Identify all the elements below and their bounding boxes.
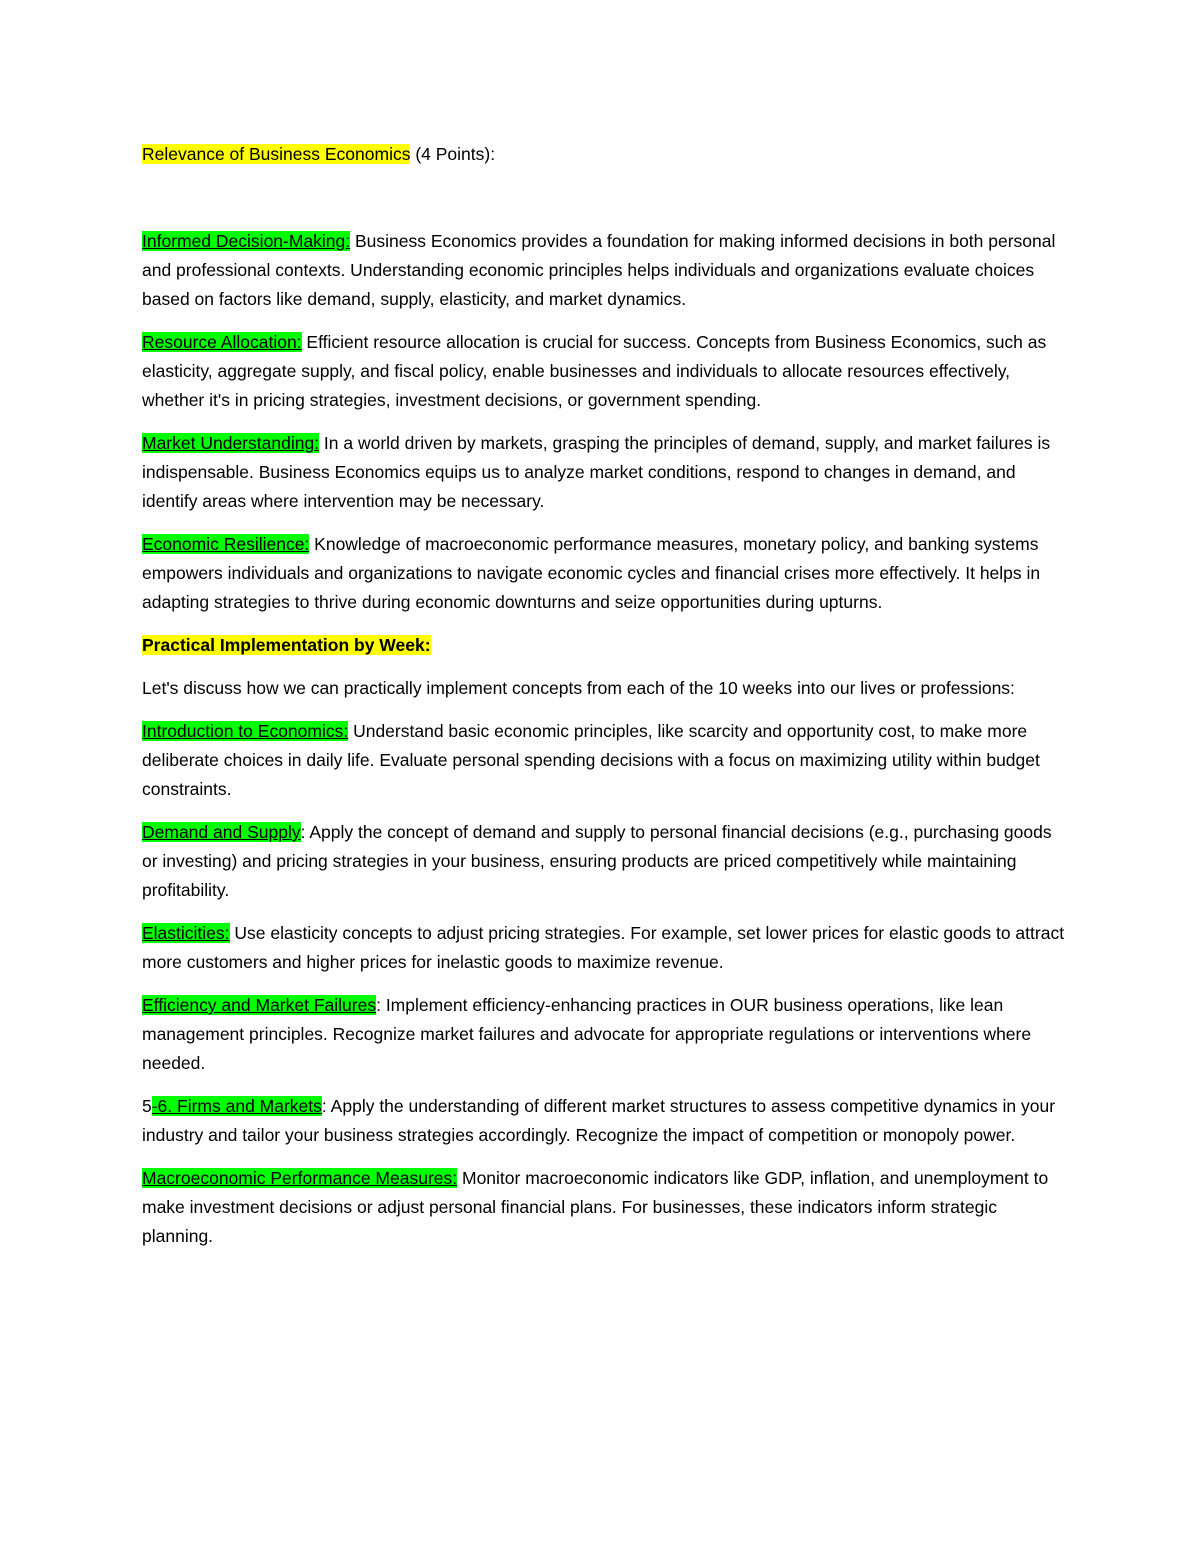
relevance-point-decision-making — [142, 227, 1072, 314]
week-label: Elasticities: — [142, 923, 230, 943]
week-item-efficiency — [142, 991, 1072, 1078]
point-text: In a world driven by markets, grasping the principles of demand, supply, and market failures is indispensable. Business Economics equips us to analyze market conditions, respond to changes in demand, and identify areas where intervention may be necessary. — [142, 433, 1051, 511]
week-item-elasticities — [142, 919, 1072, 977]
practical-heading — [142, 631, 1072, 660]
week-prefix: 5 — [142, 1096, 152, 1116]
point-text: Business Economics provides a foundation for making informed decisions in both personal and professional contexts. Understanding economic principles helps individuals and organizations evaluate choices based on factors like demand, supply, elasticity, and market dynamics. — [142, 231, 1056, 309]
week-label: Demand and Supply — [142, 822, 301, 842]
week-item-demand-supply — [142, 818, 1072, 905]
week-text: Use elasticity concepts to adjust pricing strategies. For example, set lower prices for elastic goods to attract more customers and higher prices for inelastic goods to maximize revenue. — [142, 923, 1065, 972]
point-label: Resource Allocation: — [142, 332, 302, 352]
heading-points: (4 Points): — [410, 144, 496, 164]
relevance-point-market-understanding — [142, 429, 1072, 516]
practical-intro: Let's discuss how we can practically implement concepts from each of the 10 weeks into our lives or professions: — [142, 678, 1015, 698]
week-label: -6. Firms and Markets — [151, 1096, 322, 1116]
week-text: : Apply the understanding of different market structures to assess competitive dynamics in your industry and tailor your business strategies accordingly. Recognize the impact of competition or monopoly power. — [142, 1096, 1056, 1145]
document-page — [142, 140, 1072, 1265]
section-heading — [142, 140, 1072, 169]
week-label: Introduction to Economics: — [142, 721, 349, 741]
practical-heading-text: Practical Implementation by Week: — [142, 635, 431, 655]
week-label: Macroeconomic Performance Measures: — [142, 1168, 458, 1188]
week-text: Monitor macroeconomic indicators like GDP, inflation, and unemployment to make investment decisions or adjust personal financial plans. For businesses, these indicators inform strategic planning. — [142, 1168, 1049, 1246]
relevance-point-resource-allocation — [142, 328, 1072, 415]
week-text: : Apply the concept of demand and supply to personal financial decisions (e.g., purchasing goods or investing) and pricing strategies in your business, ensuring products are priced competitively while maintaining profitability. — [142, 822, 1052, 900]
week-item-firms-markets — [142, 1092, 1072, 1150]
point-label: Informed Decision-Making: — [142, 231, 351, 251]
week-item-macro-measures — [142, 1164, 1072, 1251]
point-label: Market Understanding: — [142, 433, 320, 453]
point-text: Knowledge of macroeconomic performance measures, monetary policy, and banking systems empowers individuals and organizations to navigate economic cycles and financial crises more effectively. It helps in adapting strategies to thrive during economic downturns and seize opportunities during upturns. — [142, 534, 1041, 612]
week-text: Understand basic economic principles, like scarcity and opportunity cost, to make more deliberate choices in daily life. Evaluate personal spending decisions with a focus on maximizing utility within budget constraints. — [142, 721, 1040, 799]
heading-highlight: Relevance of Business Economics — [142, 144, 411, 164]
point-text: Efficient resource allocation is crucial for success. Concepts from Business Economics, such as elasticity, aggregate supply, and fiscal policy, enable businesses and individuals to allocate resources effectively, whether it's in pricing strategies, investment decisions, or government spending. — [142, 332, 1047, 410]
week-text: : Implement efficiency-enhancing practices in OUR business operations, like lean management principles. Recognize market failures and advocate for appropriate regulations or interventions where needed. — [142, 995, 1032, 1073]
week-label: Efficiency and Market Failures — [142, 995, 377, 1015]
week-item-introduction — [142, 717, 1072, 804]
point-label: Economic Resilience: — [142, 534, 310, 554]
relevance-point-economic-resilience — [142, 530, 1072, 617]
